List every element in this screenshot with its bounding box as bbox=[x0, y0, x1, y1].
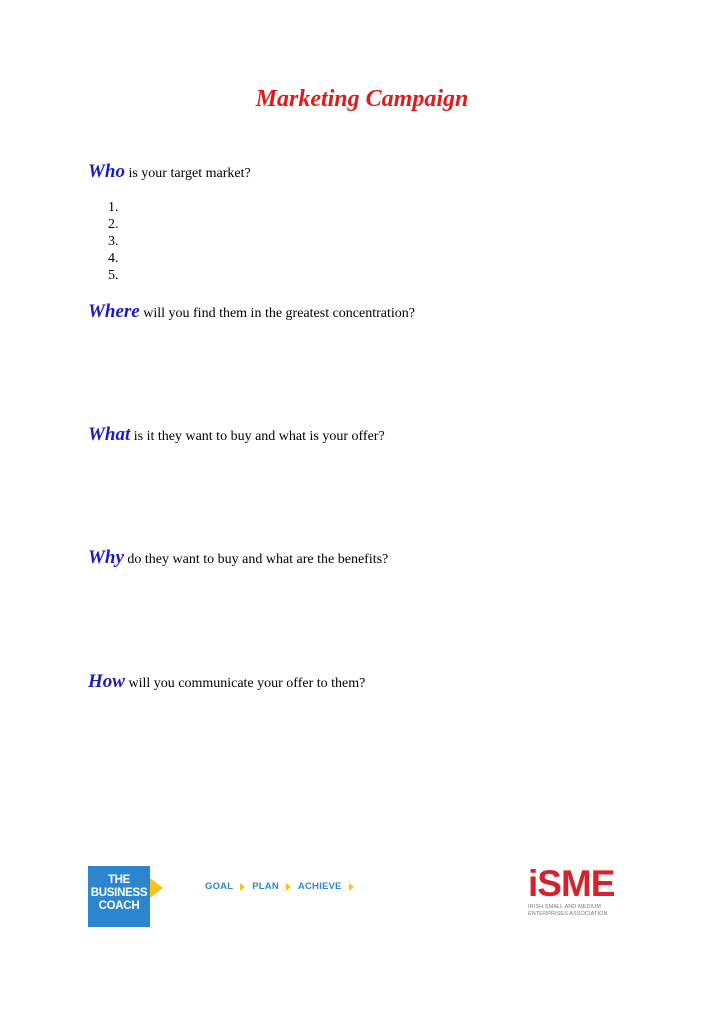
list-item: 5. bbox=[108, 268, 119, 283]
question-what bbox=[88, 425, 385, 447]
logo-arrow-icon bbox=[150, 878, 163, 898]
logo-line: BUSINESS bbox=[90, 887, 148, 899]
question-keyword: Who bbox=[88, 161, 125, 182]
list-item: 4. bbox=[108, 251, 119, 266]
question-keyword: Where bbox=[88, 301, 140, 322]
question-how bbox=[88, 672, 365, 694]
question-text: do they want to buy and what are the benefits? bbox=[123, 552, 389, 567]
question-why bbox=[88, 548, 388, 570]
logo-line: COACH bbox=[98, 900, 140, 912]
triangle-right-icon bbox=[240, 883, 245, 891]
question-text: will you communicate your offer to them? bbox=[124, 676, 366, 691]
page-title: Marketing Campaign bbox=[255, 86, 469, 112]
triangle-right-icon bbox=[286, 883, 291, 891]
isme-subtitle-line: ENTERPRISES ASSOCIATION bbox=[528, 910, 608, 917]
tagline-word: GOAL bbox=[205, 881, 234, 892]
isme-logo-mark: iSME bbox=[528, 863, 615, 904]
list-item: 3. bbox=[108, 234, 119, 249]
question-who bbox=[88, 162, 251, 184]
list-item: 1. bbox=[108, 200, 119, 215]
logo-line: THE bbox=[107, 874, 131, 886]
tagline bbox=[205, 881, 361, 892]
isme-logo bbox=[528, 863, 624, 917]
question-text: is it they want to buy and what is your offer? bbox=[130, 429, 385, 444]
isme-logo-subtitle bbox=[528, 904, 624, 917]
question-text: will you find them in the greatest concentration? bbox=[139, 306, 415, 321]
triangle-right-icon bbox=[349, 883, 354, 891]
question-where bbox=[88, 302, 415, 324]
list-item: 2. bbox=[108, 217, 119, 232]
question-keyword: Why bbox=[88, 547, 124, 568]
question-keyword: What bbox=[88, 424, 131, 445]
isme-subtitle-line: IRISH SMALL AND MEDIUM bbox=[528, 904, 601, 910]
answer-list bbox=[108, 199, 119, 284]
business-coach-logo bbox=[88, 866, 150, 927]
question-text: is your target market? bbox=[124, 166, 251, 181]
tagline-word: PLAN bbox=[252, 881, 279, 892]
tagline-word: ACHIEVE bbox=[297, 881, 342, 892]
question-keyword: How bbox=[88, 671, 125, 692]
